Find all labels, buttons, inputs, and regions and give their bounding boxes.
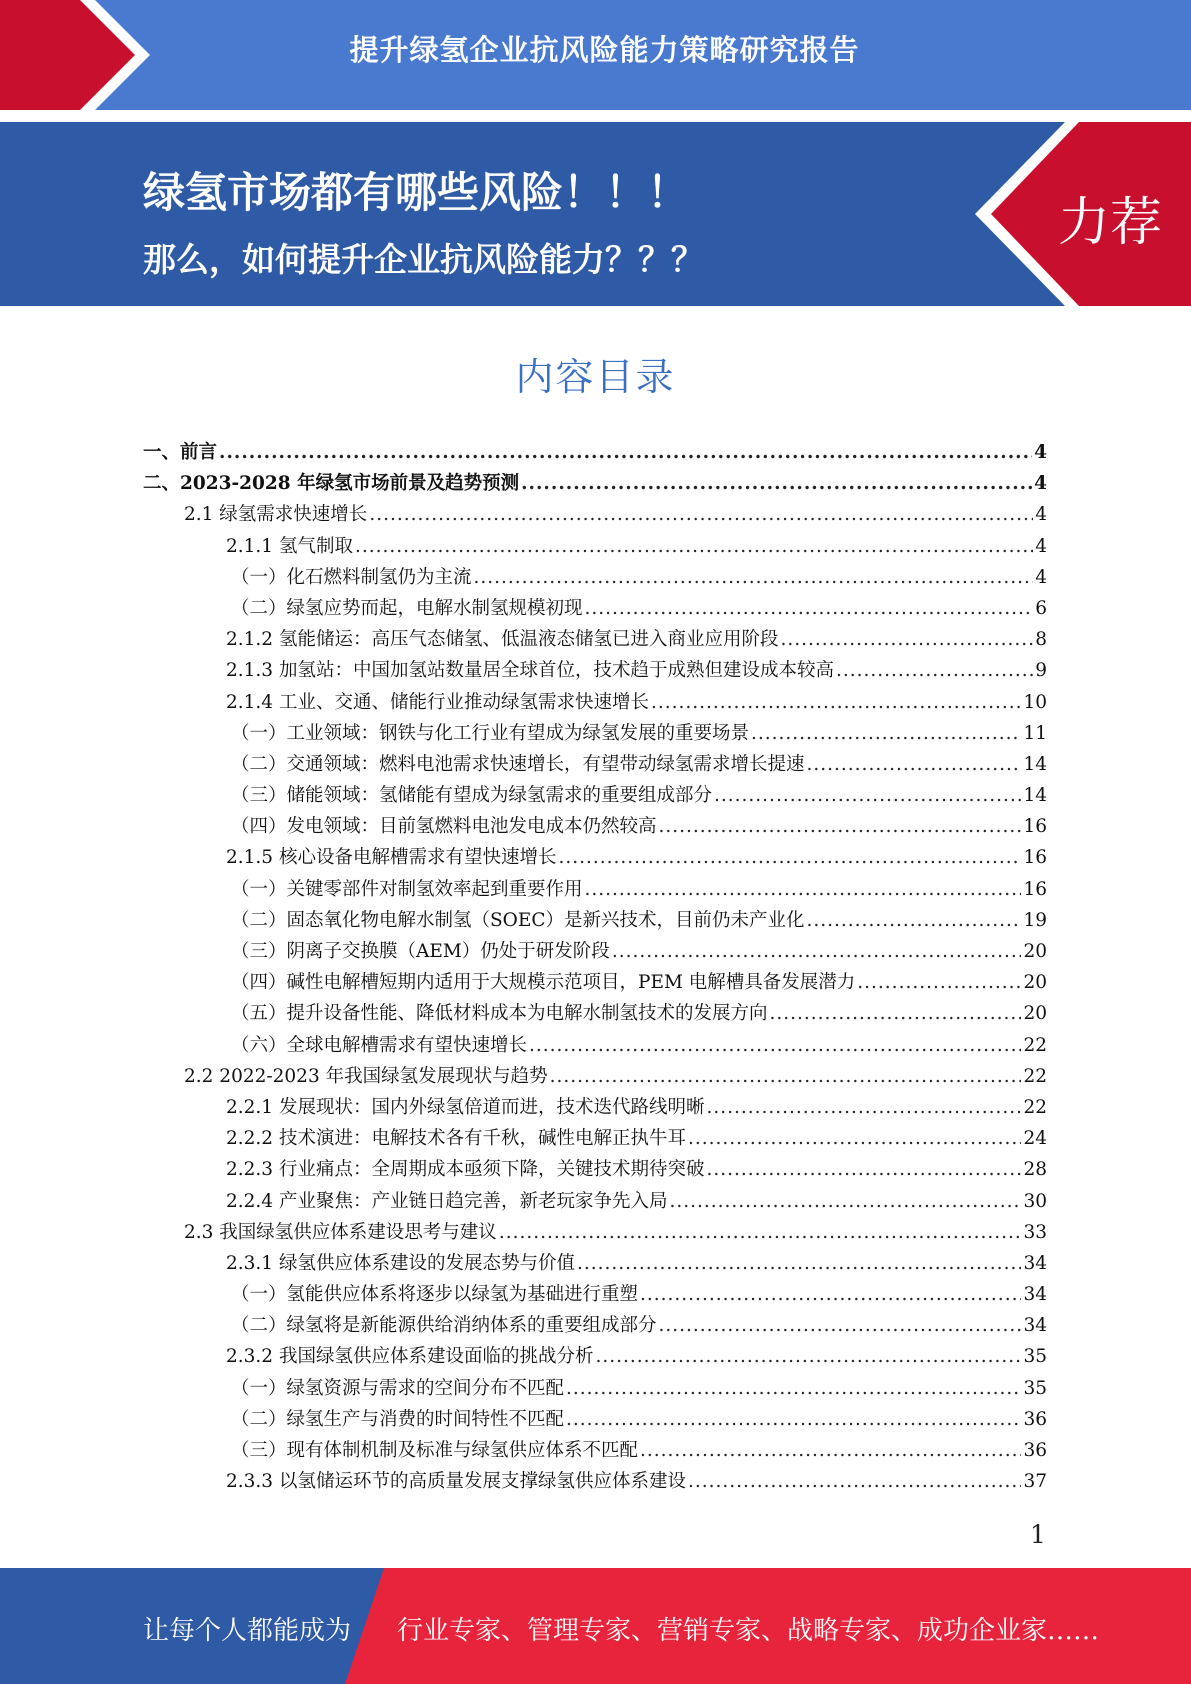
toc-entry[interactable] — [143, 968, 1047, 999]
toc-leader-dots — [688, 1471, 1021, 1492]
toc-entry-title: （二）绿氢生产与消费的时间特性不匹配 — [231, 1408, 565, 1430]
toc-entry-title: （一）氢能供应体系将逐步以绿氢为基础进行重塑 — [231, 1284, 639, 1306]
toc-entry-page: 11 — [1023, 722, 1047, 744]
toc-entry[interactable] — [143, 656, 1047, 687]
toc-entry-title: 2.3.1 绿氢供应体系建设的发展态势与价值 — [226, 1252, 575, 1274]
toc-leader-dots — [595, 1346, 1021, 1367]
toc-heading: 内容目录 — [515, 355, 676, 399]
toc-leader-dots — [751, 723, 1021, 744]
table-of-contents — [143, 438, 1047, 1498]
toc-entry-title: （二）固态氧化物电解水制氢（SOEC）是新兴技术，目前仍未产业化 — [231, 909, 805, 931]
toc-entry-page: 10 — [1023, 691, 1047, 713]
toc-entry[interactable] — [143, 688, 1047, 719]
toc-entry-page: 24 — [1023, 1128, 1047, 1150]
toc-entry-page: 14 — [1023, 785, 1047, 807]
toc-entry[interactable] — [143, 1405, 1047, 1436]
toc-entry[interactable] — [143, 1311, 1047, 1342]
toc-entry[interactable] — [143, 1374, 1047, 1405]
toc-entry-title: （四）碱性电解槽短期内适用于大规模示范项目，PEM 电解槽具备发展潜力 — [231, 972, 856, 994]
toc-entry-title: （二）绿氢将是新能源供给消纳体系的重要组成部分 — [231, 1315, 657, 1337]
toc-entry-page: 19 — [1023, 909, 1047, 931]
toc-entry[interactable] — [143, 1436, 1047, 1467]
toc-entry[interactable] — [143, 875, 1047, 906]
toc-leader-dots — [780, 629, 1033, 650]
toc-leader-dots — [566, 1378, 1021, 1399]
toc-entry-page: 34 — [1023, 1252, 1047, 1274]
toc-entry-title: 2.1.3 加氢站：中国加氢站数量居全球首位，技术趋于成熟但建设成本较高 — [226, 660, 834, 682]
toc-entry[interactable] — [143, 999, 1047, 1030]
toc-entry-title: 2.2.1 发展现状：国内外绿氢倍道而进，技术迭代路线明晰 — [226, 1096, 705, 1118]
toc-entry-title: （三）储能领域：氢储能有望成为绿氢需求的重要组成部分 — [231, 785, 713, 807]
toc-entry-title: （三）阴离子交换膜（AEM）仍处于研发阶段 — [231, 941, 610, 962]
toc-leader-dots — [669, 1191, 1021, 1212]
toc-entry[interactable] — [143, 500, 1047, 531]
toc-entry[interactable] — [143, 1187, 1047, 1218]
report-title: 提升绿氢企业抗风险能力策略研究报告 — [349, 33, 860, 67]
toc-entry-page: 35 — [1023, 1346, 1047, 1368]
toc-entry-page: 4 — [1035, 504, 1047, 526]
recommend-badge-text: 力荐 — [1058, 193, 1163, 253]
toc-entry-title: （一）关键零部件对制氢效率起到重要作用 — [231, 878, 583, 900]
toc-entry[interactable] — [143, 812, 1047, 843]
toc-entry-page: 14 — [1023, 753, 1047, 775]
toc-leader-dots — [770, 1003, 1022, 1024]
toc-leader-dots — [474, 567, 1034, 588]
toc-entry-page: 4 — [1035, 566, 1047, 588]
toc-entry-page: 8 — [1035, 629, 1047, 651]
toc-entry-page: 20 — [1023, 1003, 1047, 1025]
toc-leader-dots — [566, 1409, 1021, 1430]
toc-entry-title: （一）工业领域：钢铁与化工行业有望成为绿氢发展的重要场景 — [231, 722, 750, 744]
toc-entry-title: 2.3 我国绿氢供应体系建设思考与建议 — [184, 1221, 497, 1243]
toc-leader-dots — [659, 816, 1022, 837]
toc-entry-title: （四）发电领域：目前氢燃料电池发电成本仍然较高 — [231, 816, 657, 838]
toc-leader-dots — [529, 1035, 1021, 1056]
toc-entry-page: 16 — [1023, 816, 1047, 838]
toc-entry-page: 20 — [1023, 941, 1047, 962]
toc-leader-dots — [714, 785, 1021, 806]
toc-leader-dots — [585, 879, 1022, 900]
toc-entry-title: （六）全球电解槽需求有望快速增长 — [231, 1034, 528, 1056]
toc-entry-title: 2.2.2 技术演进：电解技术各有千秋，碱性电解正执牛耳 — [226, 1128, 686, 1150]
toc-entry-title: （一）绿氢资源与需求的空间分布不匹配 — [231, 1377, 565, 1399]
toc-leader-dots — [688, 1128, 1021, 1149]
toc-entry-title: 一、前言 — [143, 442, 218, 463]
toc-entry-page: 4 — [1034, 442, 1047, 463]
toc-entry-page: 4 — [1035, 535, 1047, 557]
toc-entry-title: （二）绿氢应势而起，电解水制氢规模初现 — [231, 597, 583, 619]
toc-entry[interactable] — [143, 906, 1047, 937]
toc-leader-dots — [706, 1159, 1021, 1180]
toc-entry[interactable] — [143, 1093, 1047, 1124]
toc-entry-page: 22 — [1023, 1096, 1047, 1118]
toc-entry[interactable] — [143, 1342, 1047, 1373]
toc-entry-title: 2.3.3 以氢储运环节的高质量发展支撑绿氢供应体系建设 — [226, 1471, 686, 1493]
toc-entry[interactable] — [143, 1467, 1047, 1498]
toc-leader-dots — [499, 1222, 1022, 1243]
toc-entry-title: 2.2.4 产业聚焦：产业链日趋完善，新老玩家争先入局 — [226, 1190, 668, 1212]
toc-entry[interactable] — [143, 532, 1047, 563]
toc-leader-dots — [836, 660, 1033, 681]
toc-entry[interactable] — [143, 563, 1047, 594]
toc-entry[interactable] — [143, 937, 1047, 968]
toc-leader-dots — [521, 473, 1032, 494]
toc-leader-dots — [558, 847, 1021, 868]
toc-entry-page: 22 — [1023, 1034, 1047, 1056]
toc-entry[interactable] — [143, 781, 1047, 812]
toc-entry-page: 34 — [1023, 1284, 1047, 1306]
toc-entry[interactable] — [143, 843, 1047, 874]
toc-entry-page: 16 — [1023, 847, 1047, 869]
toc-entry-page: 35 — [1023, 1377, 1047, 1399]
toc-entry-page: 28 — [1023, 1159, 1047, 1181]
footer-slogan-left: 让每个人都能成为 — [143, 1616, 352, 1646]
toc-entry-title: 2.1 绿氢需求快速增长 — [184, 504, 368, 526]
toc-entry-page: 22 — [1023, 1065, 1047, 1087]
toc-entry[interactable] — [143, 438, 1047, 469]
toc-leader-dots — [857, 972, 1021, 993]
toc-entry[interactable] — [143, 594, 1047, 625]
toc-leader-dots — [355, 536, 1033, 557]
toc-leader-dots — [640, 1284, 1021, 1305]
toc-leader-dots — [706, 1097, 1021, 1118]
hero-headline: 绿氢市场都有哪些风险！！！ — [143, 168, 690, 217]
toc-entry-title: 2.1.5 核心设备电解槽需求有望快速增长 — [226, 847, 557, 869]
toc-entry-title: （二）交通领域：燃料电池需求快速增长，有望带动绿氢需求增长提速 — [231, 753, 805, 775]
toc-entry-page: 34 — [1023, 1315, 1047, 1337]
toc-entry[interactable] — [143, 1249, 1047, 1280]
toc-entry-title: 2.1.1 氢气制取 — [226, 535, 353, 557]
toc-entry-title: 2.3.2 我国绿氢供应体系建设面临的挑战分析 — [226, 1346, 594, 1368]
toc-entry[interactable] — [143, 1124, 1047, 1155]
toc-entry[interactable] — [143, 1031, 1047, 1062]
toc-entry-page: 6 — [1035, 597, 1047, 619]
hero-subheadline: 那么，如何提升企业抗风险能力？？？ — [143, 240, 704, 279]
page-number: 1 — [1030, 1520, 1046, 1549]
toc-leader-dots — [807, 754, 1022, 775]
toc-entry-page: 30 — [1023, 1190, 1047, 1212]
toc-entry-title: 2.2 2022-2023 年我国绿氢发展现状与趋势 — [184, 1065, 548, 1087]
toc-leader-dots — [550, 1066, 1022, 1087]
toc-leader-dots — [612, 941, 1022, 962]
toc-entry-title: （一）化石燃料制氢仍为主流 — [231, 566, 472, 588]
toc-entry-title: （三）现有体制机制及标准与绿氢供应体系不匹配 — [231, 1440, 639, 1461]
toc-entry-page: 33 — [1023, 1221, 1047, 1243]
toc-leader-dots — [369, 504, 1033, 525]
toc-entry[interactable] — [143, 625, 1047, 656]
toc-entry-title: 2.2.3 行业痛点：全周期成本亟须下降，关键技术期待突破 — [226, 1159, 705, 1181]
toc-entry[interactable] — [143, 1155, 1047, 1186]
toc-leader-dots — [651, 692, 1021, 713]
footer-slogan-right: 行业专家、管理专家、营销专家、战略专家、成功企业家…… — [397, 1616, 1100, 1646]
toc-entry-page: 37 — [1023, 1471, 1047, 1493]
toc-leader-dots — [577, 1253, 1021, 1274]
toc-entry-page: 36 — [1023, 1440, 1047, 1461]
toc-leader-dots — [640, 1440, 1021, 1461]
toc-entry-page: 16 — [1023, 878, 1047, 900]
toc-entry-page: 9 — [1035, 660, 1047, 682]
toc-entry-page: 36 — [1023, 1408, 1047, 1430]
toc-entry-page: 20 — [1023, 972, 1047, 994]
toc-entry-title: 2.1.2 氢能储运：高压气态储氢、低温液态储氢已进入商业应用阶段 — [226, 629, 779, 651]
toc-entry[interactable] — [143, 469, 1047, 500]
toc-entry[interactable] — [143, 1280, 1047, 1311]
toc-entry-page: 4 — [1034, 473, 1047, 495]
toc-entry[interactable] — [143, 1218, 1047, 1249]
toc-entry-title: 2.1.4 工业、交通、储能行业推动绿氢需求快速增长 — [226, 691, 649, 713]
toc-entry[interactable] — [143, 719, 1047, 750]
toc-entry[interactable] — [143, 750, 1047, 781]
toc-entry-title: 二、2023-2028 年绿氢市场前景及趋势预测 — [143, 473, 520, 495]
toc-leader-dots — [585, 598, 1034, 619]
toc-leader-dots — [659, 1315, 1022, 1336]
toc-entry-title: （五）提升设备性能、降低材料成本为电解水制氢技术的发展方向 — [231, 1003, 768, 1025]
toc-leader-dots — [219, 442, 1032, 463]
toc-entry[interactable] — [143, 1062, 1047, 1093]
toc-leader-dots — [807, 910, 1022, 931]
